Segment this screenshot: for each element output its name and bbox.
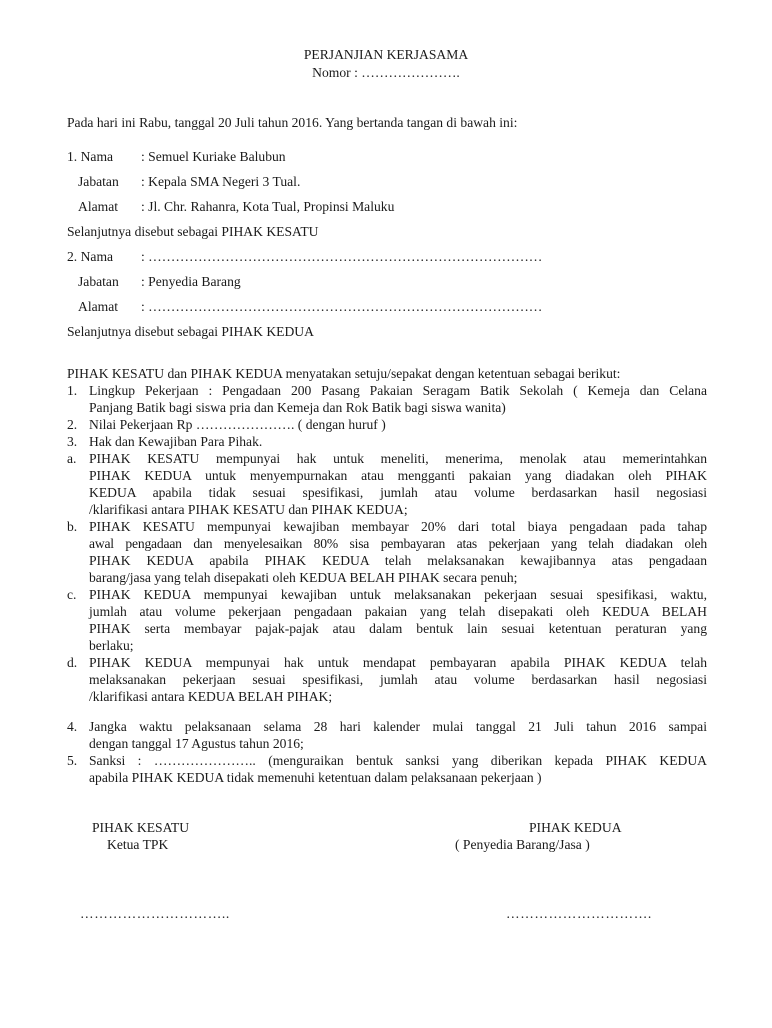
subterm-d-letter: d. [67, 655, 78, 670]
term-4-line: dengan tanggal 17 Agustus tahun 2016; [89, 736, 304, 751]
term-5-line: apabila PIHAK KEDUA tidak memenuhi ketentuan dalam pelaksanaan pekerjaan ) [89, 770, 542, 785]
subterm-b-line: awal pengadaan dan menyelesaikan 80% sisa pembayaran atas pekerjaan yang telah diadakan oleh [89, 536, 707, 551]
subterm-c-line: jumlah atau volume pekerjaan pengadaan pakaian yang telah disepakati oleh KEDUA BELAH [89, 604, 707, 619]
term-2-number: 2. [67, 417, 78, 432]
subterm-a-line: PIHAK KESATU mempunyai hak untuk meneliti, menerima, menolak atau memerintahkan [89, 451, 707, 466]
subterm-a-line: KEDUA apabila tidak sesuai spesifikasi, jumlah atau volume berdasarkan hasil negosiasi [89, 485, 707, 500]
term-3-number: 3. [67, 434, 78, 449]
subterm-a-letter: a. [67, 451, 77, 466]
party1-name-label: 1. Nama [67, 149, 114, 164]
party2-designation: Selanjutnya disebut sebagai PIHAK KEDUA [67, 324, 314, 339]
signature-right-role: ( Penyedia Barang/Jasa ) [455, 837, 590, 852]
signature-left-role: Ketua TPK [107, 837, 169, 852]
party1-position-label: Jabatan [78, 174, 119, 189]
subterm-b-line: PIHAK KESATU mempunyai kewajiban membayar 20% dari total biaya pengadaan pada tahap [89, 519, 707, 534]
document-title: PERJANJIAN KERJASAMA [303, 47, 469, 62]
subterm-c-line: PIHAK serta membayar pajak-pajak atau dalam bentuk lain sesuai ketentuan peraturan yang [89, 621, 707, 636]
term-3-line: Hak dan Kewajiban Para Pihak. [89, 434, 263, 449]
subterm-b-letter: b. [67, 519, 78, 534]
party1-address-label: Alamat [78, 199, 119, 214]
party2-name-label: 2. Nama [67, 249, 114, 264]
subterm-a-line: PIHAK KEDUA untuk menyempurnakan atau mengganti pakaian yang diadakan oleh PIHAK [89, 468, 707, 483]
intro-paragraph: Pada hari ini Rabu, tanggal 20 Juli tahun 2016. Yang bertanda tangan di bawah ini: [67, 115, 518, 130]
document-number: Nomor : …………………. [312, 65, 460, 80]
term-4-line: Jangka waktu pelaksanaan selama 28 hari kalender mulai tanggal 21 Juli tahun 2016 sampai [89, 719, 707, 734]
subterm-a-line: /klarifikasi antara PIHAK KESATU dan PIHAK KEDUA; [89, 502, 408, 517]
subterm-d-line: /klarifikasi antara KEDUA BELAH PIHAK; [89, 689, 333, 704]
subterm-d-line: melaksanakan pekerjaan sesuai spesifikasi, jumlah atau volume berdasarkan hasil negosiasi [89, 672, 707, 687]
subterm-c-letter: c. [67, 587, 77, 602]
term-5-line: Sanksi : ………………….. (menguraikan bentuk sanksi yang diberikan kepada PIHAK KEDUA [89, 753, 707, 768]
signature-right-party: PIHAK KEDUA [529, 820, 622, 835]
term-4-number: 4. [67, 719, 78, 734]
term-2-line: Nilai Pekerjaan Rp …………………. ( dengan huruf ) [89, 417, 386, 432]
term-1-line: Panjang Batik bagi siswa pria dan Kemeja dan Rok Batik bagi siswa wanita) [89, 400, 506, 415]
subterm-b-line: barang/jasa yang telah disepakati oleh KEDUA BELAH PIHAK secara penuh; [89, 570, 518, 585]
party1-address-value: : Jl. Chr. Rahanra, Kota Tual, Propinsi Maluku [141, 199, 395, 214]
subterm-b-line: PIHAK KEDUA apabila PIHAK KEDUA telah melaksanakan kewajibannya atas pengadaan [89, 553, 707, 568]
party1-position-value: : Kepala SMA Negeri 3 Tual. [141, 174, 301, 189]
signature-left-line: ………………………….. [80, 906, 230, 921]
party1-name-value: : Semuel Kuriake Balubun [141, 149, 286, 164]
party2-position-value: : Penyedia Barang [141, 274, 241, 289]
subterm-d-line: PIHAK KEDUA mempunyai hak untuk mendapat pembayaran apabila PIHAK KEDUA telah [89, 655, 707, 670]
party2-address-value: : …………………………………………………………………………… [141, 299, 543, 314]
agreement-intro: PIHAK KESATU dan PIHAK KEDUA menyatakan setuju/sepakat dengan ketentuan sebagai berikut: [67, 366, 621, 381]
subterm-c-line: berlaku; [89, 638, 134, 653]
party2-position-label: Jabatan [78, 274, 119, 289]
party1-designation: Selanjutnya disebut sebagai PIHAK KESATU [67, 224, 319, 239]
party2-name-value: : …………………………………………………………………………… [141, 249, 543, 264]
subterm-c-line: PIHAK KEDUA mempunyai kewajiban untuk melaksanakan pekerjaan sesuai spesifikasi, waktu, [89, 587, 707, 602]
party2-address-label: Alamat [78, 299, 119, 314]
term-1-line: Lingkup Pekerjaan : Pengadaan 200 Pasang Pakaian Seragam Batik Sekolah ( Kemeja dan Celana [89, 383, 707, 398]
signature-right-line: …………………………. [506, 906, 652, 921]
term-1-number: 1. [67, 383, 78, 398]
term-5-number: 5. [67, 753, 78, 768]
signature-left-party: PIHAK KESATU [92, 820, 190, 835]
